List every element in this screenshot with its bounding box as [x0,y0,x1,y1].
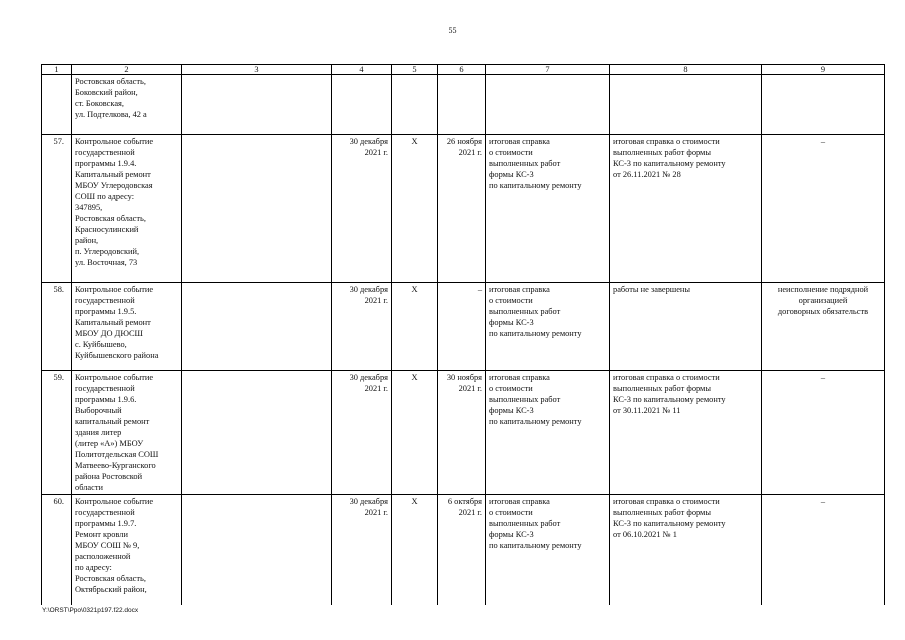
cell-line: выполненных работ формы [613,384,711,393]
event-line: Боковский район, [75,88,138,97]
cell-line: 30 декабря [349,497,388,506]
event-line: Капитальный ремонт [75,318,151,327]
cell-c6 [438,75,486,135]
table-row [42,495,885,605]
header-cell-5: 5 [392,65,438,75]
cell-line: формы КС-3 [489,170,534,179]
cell-c6 [438,135,486,283]
cell-line: по капитальному ремонту [489,181,582,190]
control-events-table [41,64,885,605]
cell-line: итоговая справка [489,137,550,146]
cell-line: выполненных работ формы [613,148,711,157]
cell-line: 30 декабря [349,373,388,382]
cell-line: о стоимости [489,148,533,157]
event-description [72,283,182,371]
event-line: с. Куйбышево, [75,340,127,349]
cell-line: 2021 г. [364,384,388,393]
cell-line: формы КС-3 [489,406,534,415]
cell-line: итоговая справка о стоимости [613,137,720,146]
event-line: государственной [75,296,135,305]
cell-line: от 30.11.2021 № 11 [613,406,681,415]
event-line: Контрольное событие [75,285,154,294]
cell-c5: Х [392,371,438,495]
cell-line: выполненных работ [489,519,561,528]
event-line: (литер «А») МБОУ [75,439,144,448]
cell-line: неисполнение подрядной [777,285,869,294]
event-line: Контрольное событие [75,137,154,146]
cell-line: от 26.11.2021 № 28 [613,170,681,179]
event-line: 347895, [75,203,103,212]
cell-line: итоговая справка о стоимости [613,497,720,506]
cell-c8 [610,371,762,495]
event-line: Контрольное событие [75,373,154,382]
event-line: здания литер [75,428,122,437]
event-line: расположенной [75,552,131,561]
event-line: программы 1.9.7. [75,519,137,528]
cell-line: – [820,497,826,506]
cell-c7 [486,371,610,495]
cell-line: итоговая справка [489,497,550,506]
cell-line: КС-3 по капитальному ремонту [613,395,726,404]
event-line: район, [75,236,99,245]
cell-line: 2021 г. [364,508,388,517]
event-description [72,75,182,135]
cell-c4 [332,495,392,605]
event-line: Октябрьский район, [75,585,147,594]
cell-line: о стоимости [489,296,533,305]
cell-c7 [486,495,610,605]
row-number: 58. [42,283,72,371]
event-line: государственной [75,384,135,393]
header-cell-6: 6 [438,65,486,75]
cell-line: работы не завершены [613,285,691,294]
cell-c8 [610,75,762,135]
cell-c9 [762,75,885,135]
header-cell-1: 1 [42,65,72,75]
header-cell-2: 2 [72,65,182,75]
event-line: программы 1.9.5. [75,307,137,316]
cell-line: 30 ноября [446,373,482,382]
event-line: области [75,483,103,492]
cell-c5: Х [392,283,438,371]
cell-c9 [762,283,885,371]
cell-line: 2021 г. [364,148,388,157]
cell-c4 [332,283,392,371]
event-line: по адресу: [75,563,112,572]
event-description [72,135,182,283]
cell-line: КС-3 по капитальному ремонту [613,159,726,168]
cell-c3 [182,283,332,371]
cell-c6 [438,495,486,605]
event-line: капитальный ремонт [75,417,150,426]
event-line: программы 1.9.6. [75,395,137,404]
row-number: 60. [42,495,72,605]
cell-line: – [477,285,482,294]
header-cell-4: 4 [332,65,392,75]
event-line: МБОУ ДО ДЮСШ [75,329,144,338]
event-line: Капитальный ремонт [75,170,151,179]
header-cell-3: 3 [182,65,332,75]
table-row [42,283,885,371]
cell-c6 [438,371,486,495]
cell-c3 [182,371,332,495]
event-line: СОШ по адресу: [75,192,135,201]
event-line: Ремонт кровли [75,530,128,539]
event-line: ст. Боковская, [75,99,124,108]
event-line: программы 1.9.4. [75,159,137,168]
cell-c7 [486,75,610,135]
event-line: Ростовская область, [75,77,146,86]
cell-line: 2021 г. [458,508,482,517]
event-line: Ростовская область, [75,574,146,583]
header-cell-8: 8 [610,65,762,75]
cell-line: 26 ноября [446,137,482,146]
cell-c5 [392,75,438,135]
table-row [42,371,885,495]
cell-c3 [182,495,332,605]
cell-line: организацией [798,296,848,305]
cell-line: выполненных работ [489,159,561,168]
page-number: 55 [448,26,457,35]
table-row [42,135,885,283]
event-line: МБОУ Углеродовская [75,181,153,190]
header-cell-7: 7 [486,65,610,75]
cell-line: формы КС-3 [489,530,534,539]
event-line: Выборочный [75,406,122,415]
cell-line: по капитальному ремонту [489,541,582,550]
header-row [42,65,885,75]
cell-c5: Х [392,495,438,605]
event-line: Контрольное событие [75,497,154,506]
cell-c4 [332,135,392,283]
cell-c3 [182,135,332,283]
cell-line: КС-3 по капитальному ремонту [613,519,726,528]
cell-c6 [438,283,486,371]
file-path-footer: Y:\ORST\Ppo\0321p197.f22.docx [42,607,139,614]
cell-c8 [610,495,762,605]
table-row [42,75,885,135]
cell-c9 [762,495,885,605]
cell-c9 [762,371,885,495]
cell-c4 [332,371,392,495]
cell-line: выполненных работ [489,395,561,404]
cell-c7 [486,283,610,371]
cell-line: выполненных работ [489,307,561,316]
event-line: государственной [75,508,135,517]
event-line: Политотдельская СОШ [75,450,159,459]
event-line: Куйбышевского района [75,351,159,360]
cell-line: от 06.10.2021 № 1 [613,530,677,539]
row-number [42,75,72,135]
cell-line: договорных обязательств [777,307,869,316]
cell-line: 6 октября [447,497,482,506]
cell-line: о стоимости [489,384,533,393]
cell-line: итоговая справка о стоимости [613,373,720,382]
cell-c8 [610,283,762,371]
event-description [72,371,182,495]
cell-c4 [332,75,392,135]
cell-line: 2021 г. [364,296,388,305]
cell-c5: Х [392,135,438,283]
cell-line: 2021 г. [458,148,482,157]
header-cell-9: 9 [762,65,885,75]
event-line: Красносулинский [75,225,139,234]
event-line: Ростовская область, [75,214,146,223]
table-body [42,65,885,605]
cell-line: 30 декабря [349,285,388,294]
event-line: п. Углеродовский, [75,247,140,256]
event-line: района Ростовской [75,472,143,481]
cell-line: о стоимости [489,508,533,517]
cell-line: – [820,137,826,146]
cell-line: формы КС-3 [489,318,534,327]
event-line: ул. Восточная, 73 [75,258,138,267]
cell-line: итоговая справка [489,285,550,294]
event-line: МБОУ СОШ № 9, [75,541,140,550]
event-line: Матвеево-Курганского [75,461,156,470]
cell-line: выполненных работ формы [613,508,711,517]
cell-line: по капитальному ремонту [489,417,582,426]
cell-c7 [486,135,610,283]
cell-c9 [762,135,885,283]
cell-line: по капитальному ремонту [489,329,582,338]
event-line: государственной [75,148,135,157]
cell-line: итоговая справка [489,373,550,382]
event-description [72,495,182,605]
cell-c3 [182,75,332,135]
cell-c8 [610,135,762,283]
cell-line: – [820,373,826,382]
event-line: ул. Подтелкова, 42 а [75,110,147,119]
row-number: 57. [42,135,72,283]
cell-line: 30 декабря [349,137,388,146]
row-number: 59. [42,371,72,495]
cell-line: 2021 г. [458,384,482,393]
